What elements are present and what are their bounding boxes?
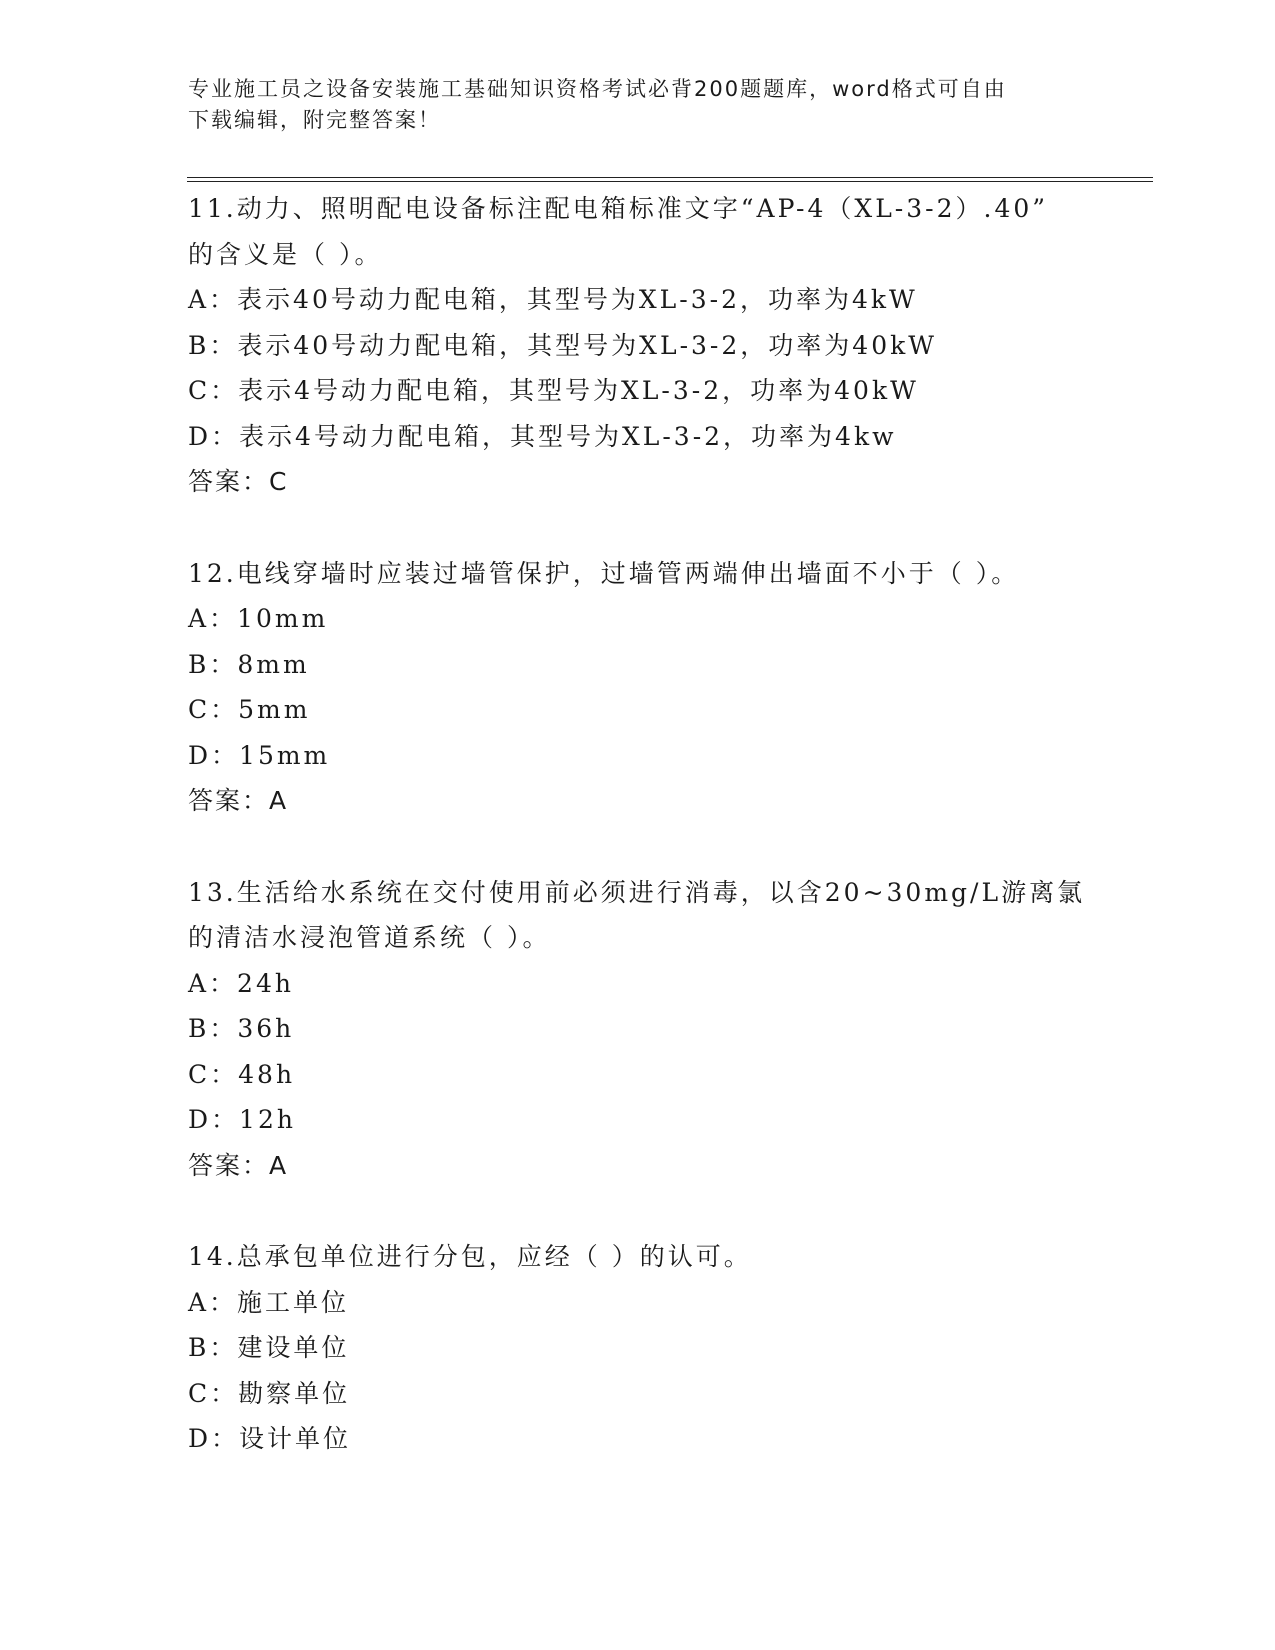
option-d: D：设计单位 — [188, 1424, 352, 1453]
option-c: C：48h — [188, 1059, 296, 1089]
header-line-1: 专业施工员之设备安装施工基础知识资格考试必背200题题库，word格式可自由 — [188, 77, 1007, 101]
option-b: B：8mm — [188, 649, 310, 679]
question-14 — [188, 1234, 1148, 1462]
question-list — [188, 186, 1148, 1462]
question-stem — [188, 186, 1148, 277]
option-a: A：24h — [188, 968, 294, 998]
header-divider-bottom — [187, 181, 1153, 182]
option-b: B：36h — [188, 1014, 295, 1043]
stem-line: 12.电线穿墙时应装过墙管保护，过墙管两端伸出墙面不小于（ ）。 — [188, 558, 1020, 588]
header-line-2: 下载编辑，附完整答案！ — [188, 108, 441, 132]
stem-line: 13.生活给水系统在交付使用前必须进行消毒，以含20~30mg/L游离氯 — [188, 877, 1086, 907]
question-stem — [188, 1234, 1148, 1280]
option-d: D：12h — [188, 1105, 296, 1134]
option-a: A：10mm — [188, 604, 329, 633]
question-11 — [188, 186, 1148, 505]
stem-line: 的含义是（ ）。 — [188, 239, 383, 269]
option-b: B：建设单位 — [188, 1333, 350, 1362]
question-stem — [188, 551, 1148, 597]
option-c: C：勘察单位 — [188, 1378, 351, 1408]
spacer — [188, 1188, 1148, 1234]
stem-line: 14.总承包单位进行分包，应经（ ）的认可。 — [188, 1242, 752, 1271]
option-a: A：表示40号动力配电箱，其型号为XL-3-2，功率为4kW — [188, 285, 918, 314]
stem-line: 的清洁水浸泡管道系统（ ）。 — [188, 923, 551, 952]
question-13 — [188, 870, 1148, 1189]
document-header — [188, 74, 1078, 136]
answer-line: 答案：A — [188, 786, 289, 815]
option-b: B：表示40号动力配电箱，其型号为XL-3-2，功率为40kW — [188, 330, 937, 360]
option-c: C：5mm — [188, 695, 311, 724]
question-stem — [188, 870, 1148, 961]
spacer — [188, 824, 1148, 870]
option-c: C：表示4号动力配电箱，其型号为XL-3-2，功率为40kW — [188, 376, 919, 405]
question-12 — [188, 551, 1148, 824]
option-d: D：15mm — [188, 740, 331, 770]
stem-line: 11.动力、照明配电设备标注配电箱标准文字“AP-4（XL-3-2）.40” — [188, 194, 1049, 223]
option-d: D：表示4号动力配电箱，其型号为XL-3-2，功率为4kw — [188, 421, 897, 451]
option-a: A：施工单位 — [188, 1287, 350, 1317]
answer-line: 答案：A — [188, 1150, 289, 1180]
answer-line: 答案：C — [188, 467, 289, 496]
header-divider-top — [187, 177, 1153, 178]
spacer — [188, 505, 1148, 551]
